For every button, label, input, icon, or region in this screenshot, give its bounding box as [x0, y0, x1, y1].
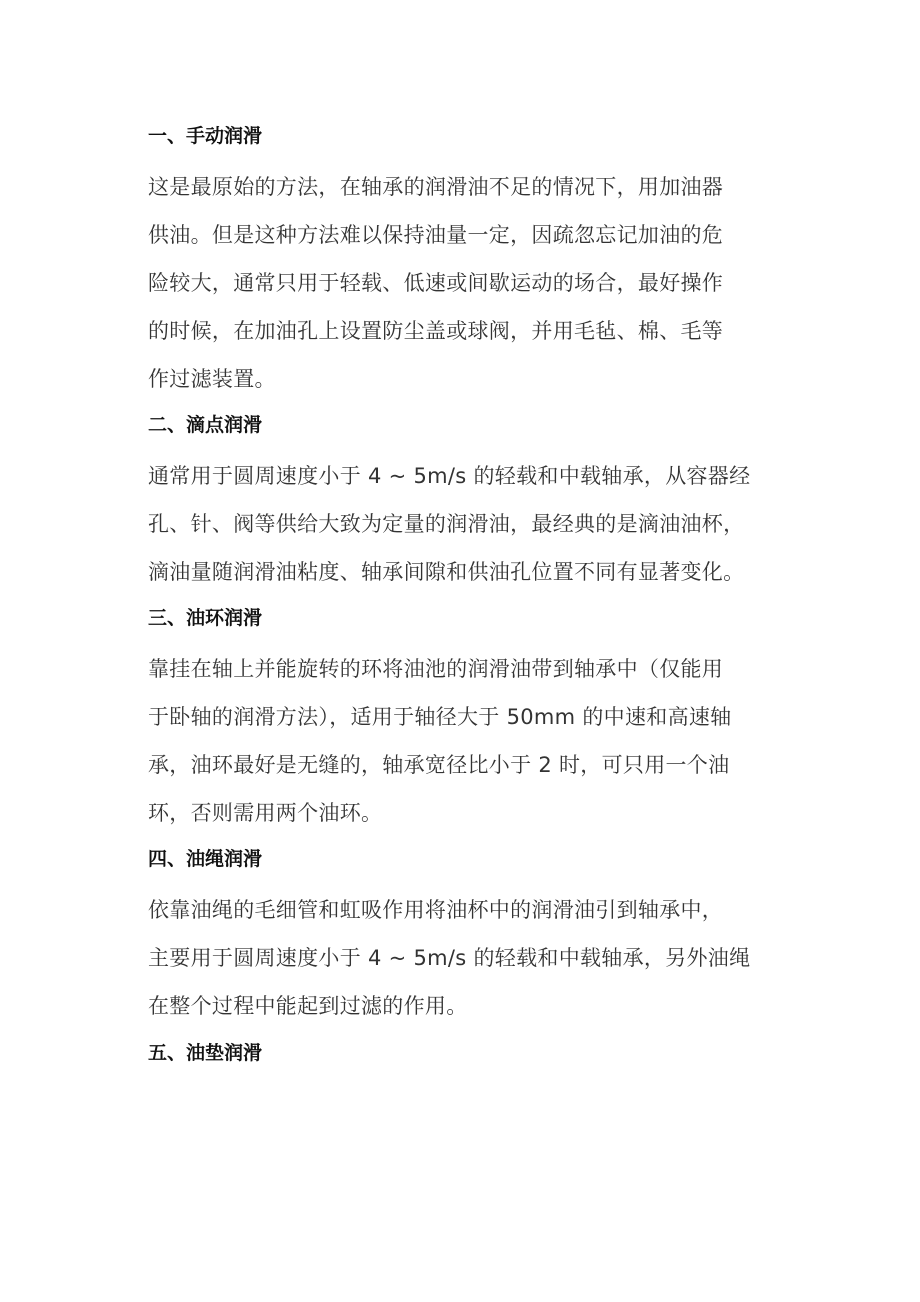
paragraph-line: 险较大，通常只用于轻载、低速或间歇运动的场合，最好操作 [148, 271, 724, 295]
paragraph-line: 这是最原始的方法，在轴承的润滑油不足的情况下，用加油器 [148, 175, 724, 199]
section-heading-drip-lubrication: 二、滴点润滑 [148, 414, 263, 436]
paragraph-line: 依靠油绳的毛细管和虹吸作用将油杯中的润滑油引到轴承中， [148, 898, 724, 922]
paragraph-line: 通常用于圆周速度小于 4 ~ 5m/s 的轻载和中载轴承，从容器经 [148, 464, 751, 488]
section-heading-oil-wick-lubrication: 四、油绳润滑 [148, 848, 263, 870]
paragraph-line: 于卧轴的润滑方法），适用于轴径大于 50mm 的中速和高速轴 [148, 705, 732, 729]
paragraph-line: 孔、针、阀等供给大致为定量的润滑油，最经典的是滴油油杯， [148, 512, 745, 536]
paragraph-line: 靠挂在轴上并能旋转的环将油池的润滑油带到轴承中（仅能用 [148, 657, 724, 681]
paragraph-line: 在整个过程中能起到过滤的作用。 [148, 994, 468, 1018]
paragraph-line: 作过滤装置。 [148, 367, 276, 391]
section-heading-oil-pad-lubrication: 五、油垫润滑 [148, 1042, 263, 1064]
section-heading-manual-lubrication: 一、手动润滑 [148, 125, 263, 147]
paragraph-line: 的时候，在加油孔上设置防尘盖或球阀，并用毛毡、棉、毛等 [148, 319, 724, 343]
paragraph-line: 环，否则需用两个油环。 [148, 801, 383, 825]
paragraph-line: 承，油环最好是无缝的，轴承宽径比小于 2 时，可只用一个油 [148, 753, 730, 777]
section-heading-oil-ring-lubrication: 三、油环润滑 [148, 607, 263, 629]
paragraph-line: 供油。但是这种方法难以保持油量一定，因疏忽忘记加油的危 [148, 223, 724, 247]
paragraph-line: 主要用于圆周速度小于 4 ~ 5m/s 的轻载和中载轴承，另外油绳 [148, 946, 751, 970]
paragraph-line: 滴油量随润滑油粘度、轴承间隙和供油孔位置不同有显著变化。 [148, 560, 745, 584]
